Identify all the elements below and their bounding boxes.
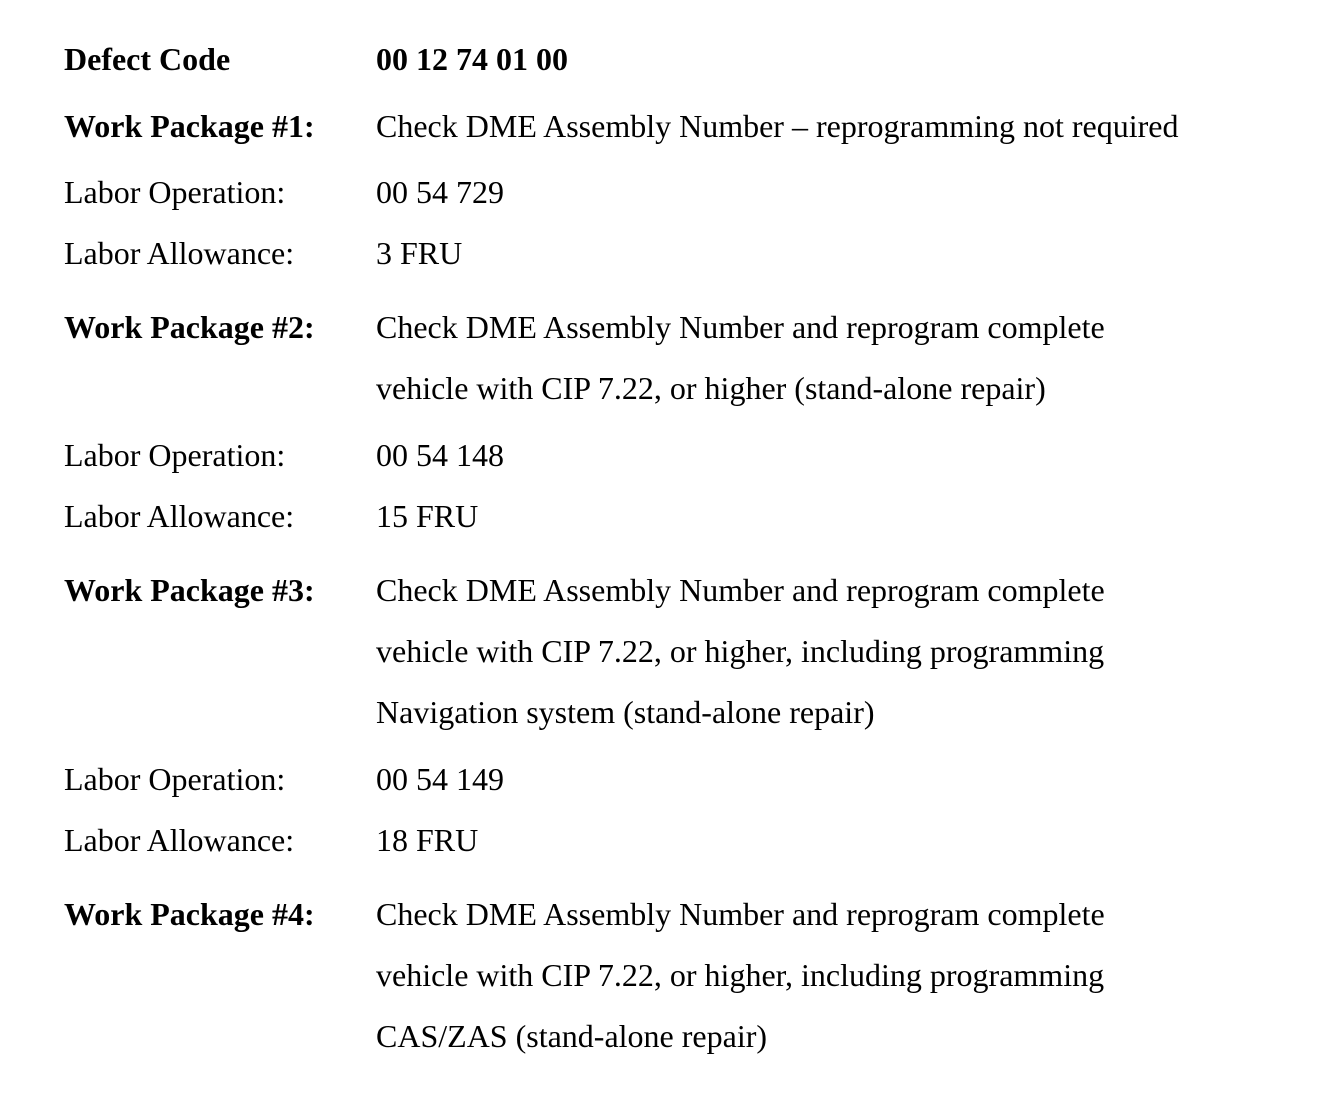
defect-code-label: Defect Code (64, 41, 231, 77)
work-package-4-label: Work Package #4: (64, 896, 315, 932)
work-package-4-description-line-3: CAS/ZAS (stand-alone repair) (376, 1018, 768, 1054)
labor-allowance-label: Labor Allowance: (64, 498, 295, 534)
labor-operation-label: Labor Operation: (64, 761, 286, 797)
work-package-3-description-line-2: vehicle with CIP 7.22, or higher, including programming (376, 633, 1105, 669)
work-package-2-labor-operation: 00 54 148 (376, 437, 504, 473)
work-package-1-description-line-1: Check DME Assembly Number – reprogramming not required (376, 108, 1179, 144)
labor-allowance-label: Labor Allowance: (64, 235, 295, 271)
work-package-2-labor-allowance: 15 FRU (376, 498, 479, 534)
work-package-4-description-line-1: Check DME Assembly Number and reprogram complete (376, 896, 1105, 932)
work-package-1-labor-operation: 00 54 729 (376, 174, 504, 210)
work-package-3-labor-operation: 00 54 149 (376, 761, 504, 797)
work-package-1-labor-allowance: 3 FRU (376, 235, 463, 271)
labor-operation-label: Labor Operation: (64, 437, 286, 473)
work-package-2-description-line-1: Check DME Assembly Number and reprogram complete (376, 309, 1105, 345)
work-package-3-description-line-3: Navigation system (stand-alone repair) (376, 694, 875, 730)
labor-operation-label: Labor Operation: (64, 174, 286, 210)
labor-allowance-label: Labor Allowance: (64, 822, 295, 858)
work-package-4-description-line-2: vehicle with CIP 7.22, or higher, including programming (376, 957, 1105, 993)
work-package-2-label: Work Package #2: (64, 309, 315, 345)
defect-code-value: 00 12 74 01 00 (376, 41, 568, 77)
work-package-2-description-line-2: vehicle with CIP 7.22, or higher (stand-alone repair) (376, 370, 1046, 406)
work-package-3-label: Work Package #3: (64, 572, 315, 608)
work-package-1-label: Work Package #1: (64, 108, 315, 144)
work-package-3-labor-allowance: 18 FRU (376, 822, 479, 858)
work-package-3-description-line-1: Check DME Assembly Number and reprogram complete (376, 572, 1105, 608)
